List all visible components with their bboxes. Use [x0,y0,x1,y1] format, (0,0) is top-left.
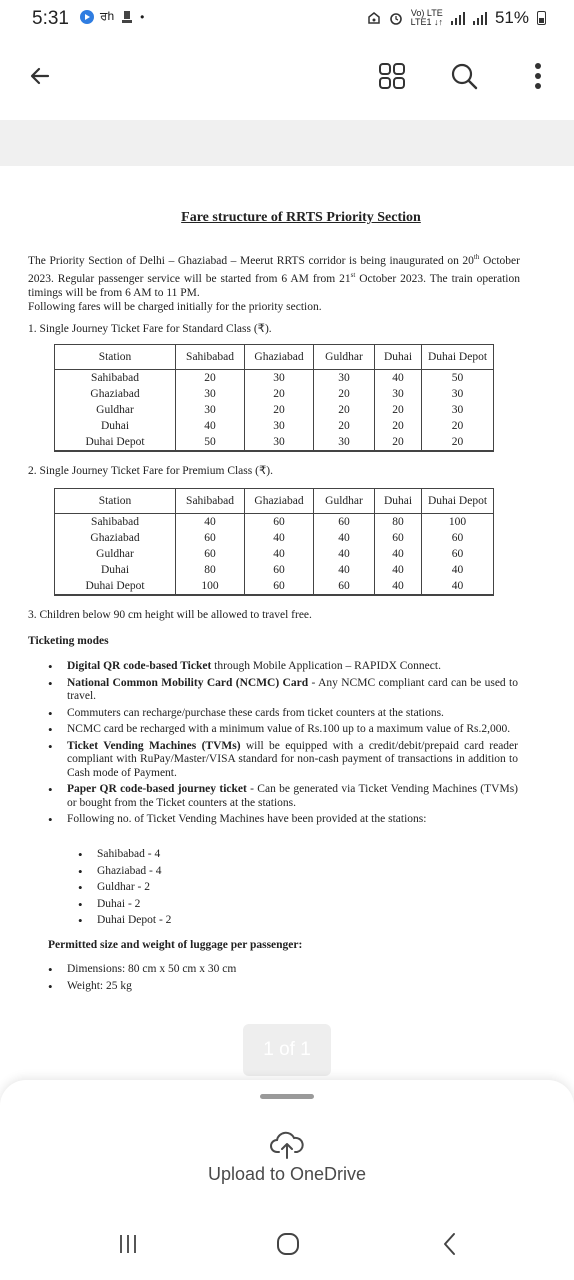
prem-header: Guldhar [314,489,375,514]
ticketing-item-text: through Mobile Application – RAPIDX Connect. [211,660,441,672]
ticketing-item [48,660,518,674]
prem-fare-cell: 100 [176,578,245,595]
more-vertical-icon [534,63,542,89]
search-icon [450,62,478,90]
std-fare-cell: 20 [375,402,422,418]
std-fare-cell: 30 [375,386,422,402]
prem-fare-cell: 60 [245,514,314,531]
tvm-count-list [78,848,378,931]
std-fare-cell: 30 [176,402,245,418]
alarm-icon [389,11,403,25]
home-button[interactable] [268,1226,308,1262]
prem-row [55,578,493,595]
std-header: Duhai [375,345,422,370]
std-fare-cell: 50 [176,434,245,451]
standard-fare-grid [55,345,493,451]
std-fare-cell: 20 [375,434,422,451]
tvm-count-item: • Guldhar - 2 [78,881,378,895]
prem-fare-cell: 60 [314,578,375,595]
std-fare-cell: 20 [375,418,422,434]
more-options-button[interactable] [520,58,556,94]
ticketing-item-text: will be equipped with a credit/debit/prepaid card reader compliant with RuPay/Master/VISA standard for non-cash payment of transactions in addition to Cash mode of Payment. [67,739,518,779]
prem-station-cell: Guldhar [55,546,176,562]
std-header: Duhai Depot [422,345,494,370]
chevron-left-icon [439,1231,461,1257]
prem-fare-cell: 60 [451,531,464,544]
std-fare-cell: 30 [451,403,464,416]
ticketing-item [48,813,518,827]
page-top-margin [0,120,574,166]
intro-paragraph [28,250,520,300]
std-fare-cell: 30 [245,370,314,387]
intro-text-a: The Priority Section of Delhi – Ghaziabad – Meerut RRTS corridor is being inaugurated on 20 [28,254,474,267]
recent-apps-icon [116,1232,140,1256]
prem-fare-cell: 60 [176,546,245,562]
std-fare-cell: 40 [375,370,422,387]
prem-fare-cell: 40 [176,514,245,531]
luggage-item: • Weight: 25 kg [48,980,518,994]
section-3-text: 3. Children below 90 cm height will be allowed to travel free. [28,609,312,621]
intro-text-b: October 2023. Regular passenger service will be started from 6 AM from 21 [28,254,520,285]
search-button[interactable] [446,58,482,94]
std-station-cell: Duhai Depot [55,434,176,451]
prem-fare-cell: 40 [314,530,375,546]
cloud-upload-icon[interactable] [270,1130,304,1160]
prem-fare-cell: 40 [451,563,464,576]
lte-label-bottom: LTE1 ↓↑ [410,17,443,27]
ticketing-list [48,660,518,830]
prem-fare-cell: 60 [245,562,314,578]
std-station-cell: Ghaziabad [55,386,176,402]
std-header: Ghaziabad [245,345,314,370]
prem-fare-cell: 60 [451,547,464,560]
back-button[interactable] [22,58,58,94]
tvm-count-item: • Duhai Depot - 2 [78,914,378,928]
status-bar [0,0,574,40]
notification-text: ਰh [100,9,115,23]
ticketing-item-bold: Ticket Vending Machines (TVMs) [67,739,241,752]
ticketing-item [48,707,518,721]
ticketing-item [48,677,518,704]
std-row [55,434,493,451]
back-arrow-icon [28,64,52,88]
prem-fare-cell: 40 [375,562,422,578]
home-circle-icon [275,1231,301,1257]
std-fare-cell: 30 [245,434,314,451]
std-row [55,402,493,418]
prem-fare-cell: 40 [375,578,422,595]
std-header: Guldhar [314,345,375,370]
prem-fare-cell: 60 [314,514,375,531]
std-station-cell: Sahibabad [55,370,176,387]
prem-fare-cell: 60 [176,530,245,546]
std-fare-cell: 30 [176,386,245,402]
prem-fare-cell: 40 [314,546,375,562]
prem-row [55,530,493,546]
ticketing-item-text: Commuters can recharge/purchase these cards from ticket counters at the stations. [67,706,444,719]
ticketing-item-text: Following no. of Ticket Vending Machines have been provided at the stations: [67,813,427,825]
std-fare-cell: 40 [176,418,245,434]
prem-row [55,514,493,531]
std-fare-cell: 20 [245,402,314,418]
prem-fare-cell: 40 [422,578,494,595]
prem-station-cell: Ghaziabad [55,530,176,546]
sheet-drag-handle[interactable] [260,1094,314,1099]
std-station-cell: Guldhar [55,402,176,418]
premium-fare-table [54,488,494,596]
std-fare-cell: 20 [314,386,375,402]
prem-fare-cell: 80 [375,514,422,531]
emblem-icon [120,10,134,24]
ticketing-heading: Ticketing modes [28,635,109,647]
std-fare-cell: 20 [422,434,494,451]
prem-row [55,562,493,578]
luggage-heading: Permitted size and weight of luggage per passenger: [48,939,303,951]
tvm-count-item: • Sahibabad - 4 [78,848,378,862]
std-fare-cell: 20 [451,419,464,432]
prem-station-cell: Duhai [55,562,176,578]
premium-fare-grid [55,489,493,595]
signal-icon [451,11,465,25]
luggage-item: • Dimensions: 80 cm x 50 cm x 30 cm [48,963,518,977]
tvm-count-item: • Duhai - 2 [78,898,378,912]
upload-to-onedrive-button[interactable]: Upload to OneDrive [207,1164,367,1184]
battery-percent: 51% [494,8,529,27]
dot-icon: • [140,9,145,24]
std-row [55,386,493,402]
std-fare-cell: 50 [451,371,464,384]
section-1-heading: 1. Single Journey Ticket Fare for Standard Class (₹). [28,323,272,335]
prem-fare-cell: 60 [245,578,314,595]
std-station-cell: Duhai [55,418,176,434]
prem-fare-cell: 40 [245,530,314,546]
ticketing-item [48,723,518,737]
intro-sup-1: th [473,253,480,261]
luggage-list [48,963,518,996]
ticketing-item-bold: Digital QR code-based Ticket [67,660,212,672]
prem-fare-cell: 40 [314,562,375,578]
ticketing-item [48,783,518,810]
std-fare-cell: 20 [176,370,245,387]
std-header: Sahibabad [176,345,245,370]
std-fare-cell: 20 [314,402,375,418]
home-shield-icon [367,11,381,25]
prem-header: Station [55,489,176,514]
battery-icon [537,11,546,25]
prem-station-cell: Duhai Depot [55,578,176,595]
intro-text-c: October 2023. The train operation timings will be from 6 AM to 11 PM. [28,272,520,299]
viewer-toolbar [0,44,574,108]
ticketing-item-text: - Can be generated via Ticket Vending Machines (TVMs) or bought from the Ticket counters at the stations. [67,783,519,809]
prem-station-cell: Sahibabad [55,514,176,531]
prem-header: Ghaziabad [245,489,314,514]
ticketing-item [48,740,518,781]
signal-icon-2 [473,11,487,25]
ticketing-item-text: - Any NCMC compliant card can be used to travel. [67,676,518,702]
prem-fare-cell: 40 [375,546,422,562]
play-arrow-icon [80,10,94,24]
prem-fare-cell: 80 [176,562,245,578]
nav-back-button[interactable] [430,1226,470,1262]
status-time: 5:31 [32,8,69,29]
tvm-count-item: • Ghaziabad - 4 [78,865,378,879]
prem-header: Duhai Depot [422,489,494,514]
recent-apps-button[interactable] [108,1226,148,1262]
ticketing-item-bold: National Common Mobility Card (NCMC) Card [67,676,309,689]
std-row [55,418,493,434]
std-fare-cell: 20 [245,386,314,402]
std-fare-cell: 30 [245,418,314,434]
std-header: Station [55,345,176,370]
grid-view-icon [378,62,406,90]
prem-fare-cell: 60 [375,530,422,546]
following-text: Following fares will be charged initially for the priority section. [28,301,322,313]
prem-row [55,546,493,562]
std-row [55,370,493,387]
std-fare-cell: 30 [314,370,375,387]
section-2-heading: 2. Single Journey Ticket Fare for Premium Class (₹). [28,465,273,477]
ticketing-item-bold: Paper QR code-based journey ticket [67,783,247,795]
std-fare-cell: 20 [314,418,375,434]
prem-fare-cell: 40 [245,546,314,562]
thumbnails-button[interactable] [374,58,410,94]
document-title: Fare structure of RRTS Priority Section [181,210,421,225]
prem-fare-cell: 100 [448,515,467,528]
std-fare-cell: 30 [314,434,375,451]
page-indicator: 1 of 1 [243,1024,331,1076]
prem-header: Duhai [375,489,422,514]
lte-label-top: Vo) LTE [410,8,443,18]
prem-header: Sahibabad [176,489,245,514]
ticketing-item-text: NCMC card be recharged with a minimum value of Rs.100 up to a maximum value of Rs.2,000. [67,723,511,735]
intro-sup-2: st [350,270,356,279]
std-fare-cell: 30 [451,387,464,400]
standard-fare-table [54,344,494,452]
system-nav-bar [0,1216,574,1270]
